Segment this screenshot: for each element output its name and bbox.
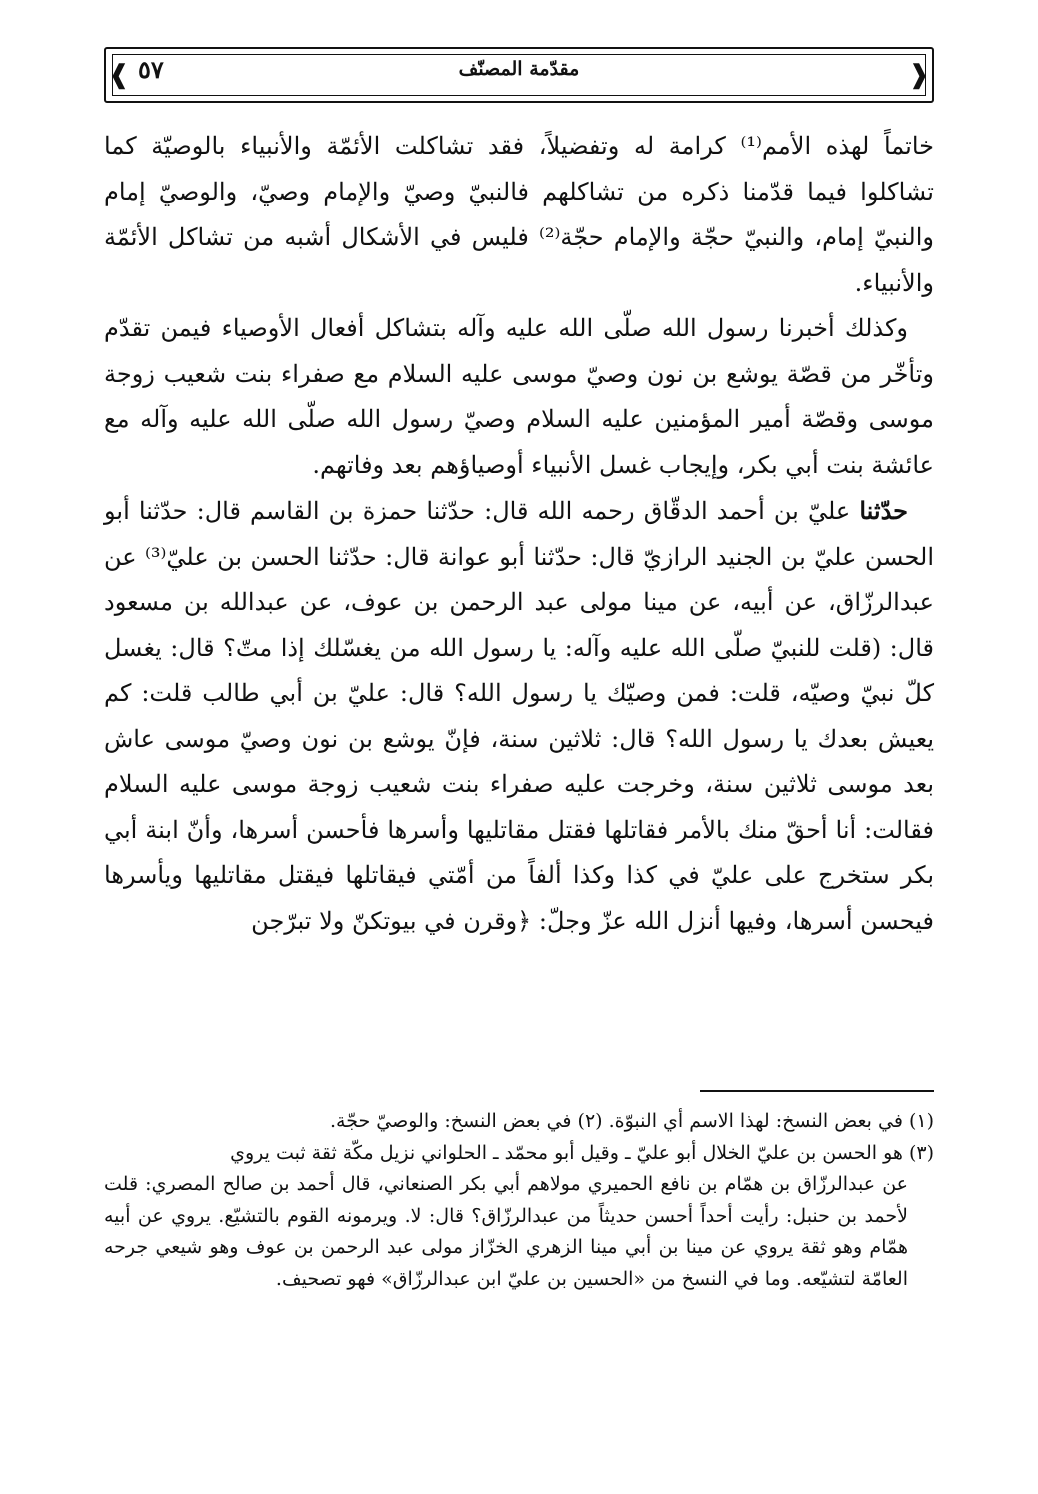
left-ornament-icon: ❰ — [108, 60, 130, 90]
footnote-separator — [700, 1090, 934, 1092]
footnote-3-first-line: (٣) هو الحسن بن عليّ الخلال أبو عليّ ـ وقيل أبو محمّد ـ الحلواني نزيل مكّة ثقة ثبت يروي — [230, 1141, 934, 1164]
paragraph-2: وكذلك أخبرنا رسول الله صلّى الله عليه وآله بتشاكل أفعال الأوصياء فيمن تقدّم وتأخّر من قصّة يوشع بن نون وصيّ موسى عليه السلام مع صفراء بنت شعيب زوجة موسى وقصّة أمير المؤمنين عليه السلام وصيّ رسول الله صلّى الله عليه وآله مع عائشة بنت أبي بكر، وإيجاب غسل الأنبياء أوصياؤهم بعد وفاتهم. — [104, 314, 934, 479]
running-title: مقدّمة المصنّف — [458, 58, 580, 80]
main-text — [104, 124, 934, 944]
footnote-1-2: (١) في بعض النسخ: لهذا الاسم أي النبوّة. (٢) في بعض النسخ: والوصيّ حجّة. — [330, 1110, 934, 1132]
page-number: ٥٧ — [138, 55, 164, 84]
paragraph-3 — [104, 488, 934, 944]
right-ornament-icon: ❱ — [908, 60, 930, 90]
paragraph-3-text: عليّ بن أحمد الدقّاق رحمه الله قال: حدّثنا حمزة بن القاسم قال: حدّثنا أبو الحسن عليّ بن الجنيد الرازيّ قال: حدّثنا أبو عوانة قال: حدّثنا الحسن بن عليّ⁽³⁾ عن عبدالرزّاق، عن أبيه، عن مينا مولى عبد الرحمن بن عوف، عن عبدالله بن مسعود قال: (قلت للنبيّ صلّى الله عليه وآله: يا رسول الله من يغسّلك إذا متّ؟ قال: يغسل كلّ نبيّ وصيّه، قلت: فمن وصيّك يا رسول الله؟ قال: عليّ بن أبي طالب قلت: كم يعيش بعدك يا رسول الله؟ قال: ثلاثين سنة، فإنّ يوشع بن نون وصيّ موسى عاش بعد موسى ثلاثين سنة، وخرجت عليه صفراء بنت شعيب زوجة موسى عليه السلام فقالت: أنا أحقّ منك بالأمر فقاتلها فقتل مقاتليها وأسرها فأحسن أسرها، وأنّ ابنة أبي بكر ستخرج على عليّ في كذا وكذا ألفاً من أمّتي فيقاتلها فيقتل مقاتليها ويأسرها فيحسن أسرها، وفيها أنزل الله عزّ وجلّ: ﴿وقرن في بيوتكنّ ولا تبرّجن — [104, 497, 935, 935]
footnotes — [104, 1106, 934, 1295]
page-header-frame — [104, 47, 934, 103]
footnote-3-continuation: عن عبدالرزّاق بن همّام بن نافع الحميري مولاهم أبي بكر الصنعاني، قال أحمد بن صالح المصري: قلت لأحمد بن حنبل: رأيت أحداً أحسن حديثاً من عبدالرزّاق؟ قال: لا. ويرمونه القوم بالتشيّع. يروي عن أبيه همّام وهو ثقة يروي عن مينا بن أبي مينا الزهري الخزّاز مولى عبد الرحمن بن عوف وهو شيعي جرحه العامّة لتشيّعه. وما في النسخ من «الحسين بن عليّ ابن عبدالرزّاق» فهو تصحيف. — [104, 1173, 908, 1290]
paragraph-1: خاتماً لهذه الأمم⁽¹⁾ كرامة له وتفضيلاً، فقد تشاكلت الأئمّة والأنبياء بالوصيّة كما تشاكلوا فيما قدّمنا ذكره من تشاكلهم فالنبيّ وصيّ والإمام وصيّ، والوصيّ إمام والنبيّ إمام، والنبيّ حجّة والإمام حجّة⁽²⁾ فليس في الأشكال أشبه من تشاكل الأئمّة والأنبياء. — [104, 132, 934, 297]
hadith-lead-word: حدّثنا — [859, 496, 908, 525]
